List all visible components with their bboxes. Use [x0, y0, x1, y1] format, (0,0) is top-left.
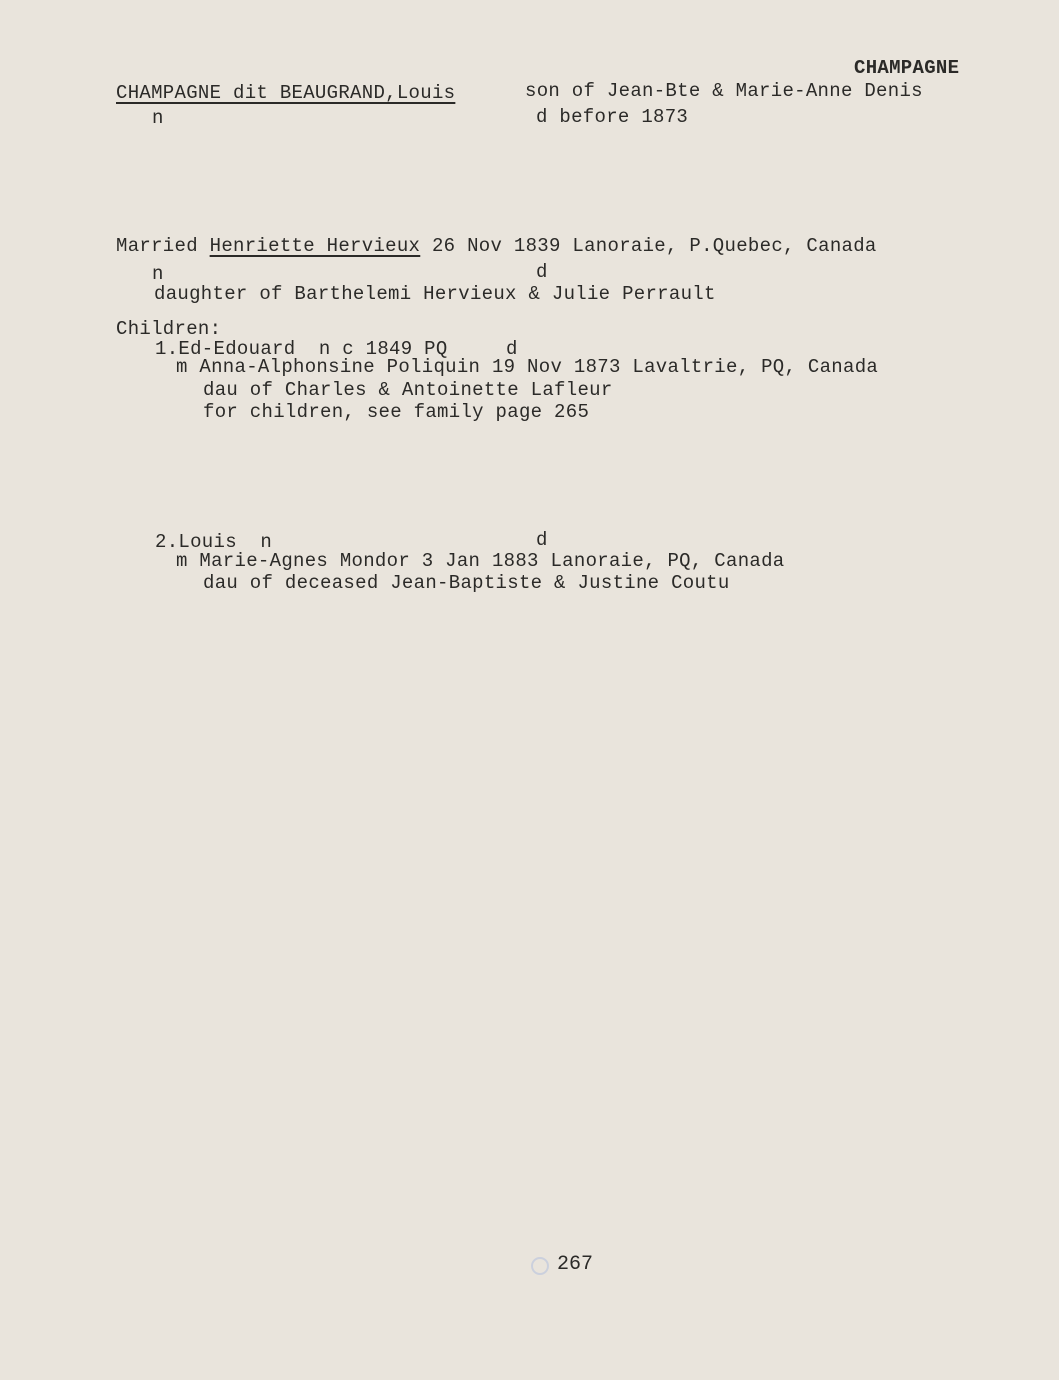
spouse-name: Henriette Hervieux — [209, 235, 421, 257]
page-number: 267 — [557, 1253, 594, 1276]
subject-parents: son of Jean-Bte & Marie-Anne Denis — [525, 80, 923, 102]
ink-stamp-mark — [531, 1257, 549, 1275]
child-1-spouse-parents: dau of Charles & Antoinette Lafleur — [203, 379, 613, 401]
header-surname: CHAMPAGNE — [854, 57, 960, 79]
marriage-line — [116, 235, 877, 257]
child-2-died-label: d — [536, 529, 548, 551]
marriage-prefix: Married — [116, 235, 210, 257]
child-2-spouse-parents: dau of deceased Jean-Baptiste & Justine Coutu — [203, 572, 730, 594]
child-1-family-ref: for children, see family page 265 — [203, 401, 590, 423]
child-2-name: 2.Louis n — [155, 531, 273, 553]
subject-death: d before 1873 — [536, 106, 689, 128]
spouse-parents: daughter of Barthelemi Hervieux & Julie Perrault — [154, 283, 716, 305]
spouse-died-label: d — [536, 261, 548, 283]
children-heading: Children: — [116, 318, 222, 340]
subject-born-label: n — [152, 107, 164, 129]
subject-name: CHAMPAGNE dit BEAUGRAND,Louis — [116, 82, 456, 104]
marriage-details: 26 Nov 1839 Lanoraie, P.Quebec, Canada — [420, 235, 877, 257]
child-1-marriage: m Anna-Alphonsine Poliquin 19 Nov 1873 Lavaltrie, PQ, Canada — [176, 356, 879, 378]
child-2-marriage: m Marie-Agnes Mondor 3 Jan 1883 Lanoraie, PQ, Canada — [176, 550, 785, 572]
spouse-born-label: n — [152, 263, 164, 285]
child-1-name: 1.Ed-Edouard n c 1849 PQ d — [155, 338, 518, 360]
